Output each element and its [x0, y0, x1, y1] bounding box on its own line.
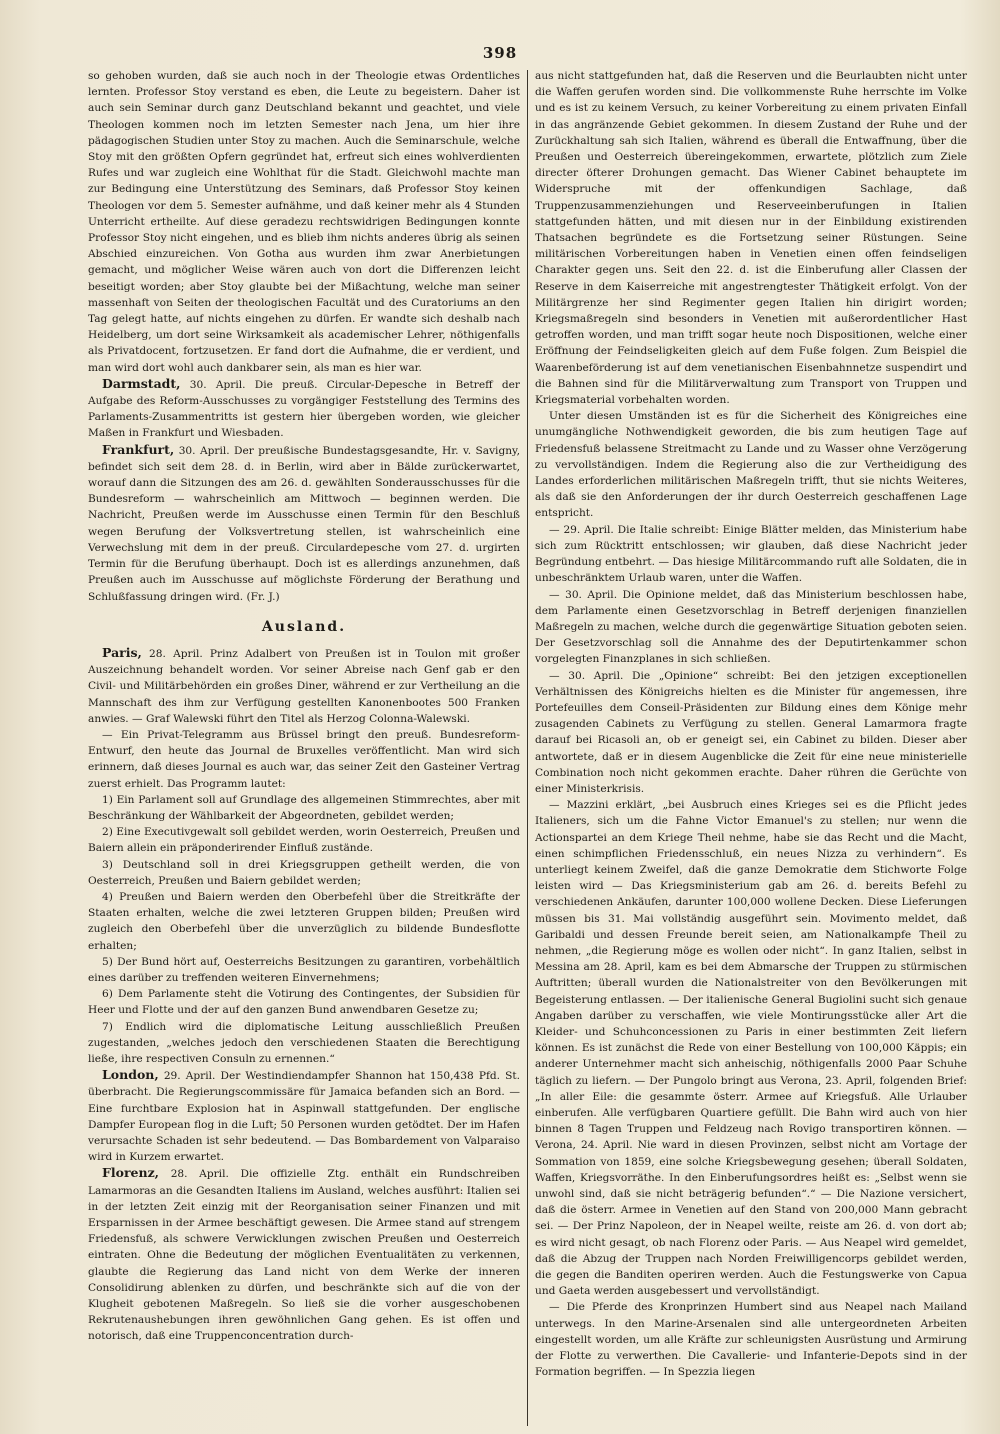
page-number: 398	[482, 44, 518, 62]
program-item: 4) Preußen und Baiern werden den Oberbefehl über die Streitkräfte der Staaten erhalten, welche die zwei letzteren Gruppen bilden; Preußen wird zugleich den Oberbefehl über die unverzüglich zu bildende Bundesflotte erhalten;	[88, 890, 520, 952]
florenz-article	[88, 1165, 520, 1344]
program-item: 1) Ein Parlament soll auf Grundlage des allgemeinen Stimmrechtes, aber mit Beschränkung der Wählbarkeit der Abgeordneten, gebildet werden;	[88, 793, 520, 822]
left-column	[88, 68, 520, 1428]
program-item: 6) Dem Parlamente steht die Votirung des Contingentes, der Subsidien für Heer und Flotte und der auf den ganzen Bund anwendbaren Gesetze zu;	[88, 988, 520, 1017]
program-item: 2) Eine Executivgewalt soll gebildet werden, worin Oesterreich, Preußen und Baiern allein ein präponderirender Einfluß zustände.	[88, 826, 520, 855]
london-text: 29. April. Der Westindiendampfer Shannon hat 150,438 Pfd. St. überbracht. Die Regierungscommissäre für Jamaica befanden sich an Bord. — Eine furchtbare Explosion hat in Aspinwall stattgefunden. Der englische Dampfer European flog in die Luft; 50 Personen wurden getödtet. Der im Hafen verursachte Schaden ist sehr bedeutend. — Das Bombardement von Valparaiso wird in Kurzem erwartet.	[88, 1070, 520, 1164]
paris-dateline: Paris,	[102, 644, 142, 660]
program-item: 5) Der Bund hört auf, Oesterreichs Besitzungen zu garantiren, vorbehältlich eines darüber zu treffenden weiteren Einvernehmens;	[88, 955, 520, 984]
darmstadt-dateline: Darmstadt,	[102, 375, 181, 391]
darmstadt-article	[88, 376, 520, 442]
paris-telegram-paragraph: — Ein Privat-Telegramm aus Brüssel bringt den preuß. Bundesreform-Entwurf, den heute das Journal de Bruxelles veröffentlicht. Man wird sich erinnern, daß dieses Journal es auch war, das seiner Zeit den Gasteiner Vertrag zuerst erhielt. Das Programm lautet:	[88, 728, 520, 790]
article-paragraph: Unter diesen Umständen ist es für die Sicherheit des Königreiches eine unumgängliche Nothwendigkeit geworden, die bis zum heutigen Tage auf Friedensfuß belassene Streitmacht zu Lande und zu Wasser ohne Verzögerung zu vervollständigen. Indem die Regierung also die zur Vertheidigung des Landes erforderlichen militärischen Maßregeln trifft, thut sie nichts Weiteres, als daß sie den Anforderungen der ihr durch Oesterreich geschaffenen Lage entspricht.	[535, 410, 967, 520]
article-paragraph: — 30. April. Die „Opinione“ schreibt: Bei den jetzigen exceptionellen Verhältnissen des Königreichs hielten es die Minister für angemessen, ihre Portefeuilles dem Conseil-Präsidenten zur Bildung eines dem Könige mehr zusagenden Cabinets zu Verfügung zu stellen. General Lamarmora fragte darauf bei Ricasoli an, ob er geneigt sei, ein Cabinet zu bilden. Dieser aber antwortete, daß er in diesem Augenblicke die Zeit für eine neue ministerielle Combination noch nicht gekommen erachte. Daher rühren die Gerüchte von einer Ministerkrisis.	[535, 669, 967, 795]
london-dateline: London,	[102, 1067, 159, 1083]
london-article	[88, 1067, 520, 1165]
stoy-article-paragraph: so gehoben wurden, daß sie auch noch in der Theologie etwas Ordentliches lernten. Professor Stoy verstand es eben, die Leute zu begeistern. Daher ist auch sein Seminar durch ganz Deutschland bekannt und geachtet, und viele Theologen kommen noch im letzten Semester nach Jena, um hier ihre pädagogischen Studien unter Stoy zu machen. Auch die Seminarschule, welche Stoy mit den größten Opfern gegründet hat, erfreut sich eines wohlverdienten Rufes und war zugleich eine Wohlthat für die Stadt. Gleichwohl machte man zur Bedingung eine Unterstützung des Seminars, daß Professor Stoy keinen Theologen vor dem 5. Semester aufnähme, und daß keiner mehr als 4 Stunden Unterricht ertheilte. Auf diese geradezu rechtswidrigen Bedingungen konnte Professor Stoy nicht eingehen, und es blieb ihm nichts anderes übrig als seinen Abschied einzureichen. Von Gotha aus wurden ihm zwar Anerbietungen gemacht, und möglicher Weise wären auch von dort die Differenzen leicht beseitigt worden; aber Stoy glaubte bei der Mißachtung, welche man seiner massenhaft von Seiten der theologischen Facultät und des Curatoriums an den Tag gelegt hatte, auf nichts eingehen zu dürfen. Er wandte sich deshalb nach Heidelberg, um dort seine Wirksamkeit als academischer Lehrer, nöthigenfalls als Privatdocent, fortzusetzen. Er fand dort die Aufnahme, die er verdient, und man wird dort wohl auch dankbarer sein, als man es hier war.	[88, 70, 520, 374]
right-column	[535, 68, 967, 1428]
darmstadt-text: 30. April. Die preuß. Circular-Depesche in Betreff der Aufgabe des Reform-Ausschusses zu vorgängiger Feststellung des Termins des Parlaments-Zusammentritts ist gestern hier übergeben worden, wie gleicher Maßen in Frankfurt und Wiesbaden.	[88, 378, 520, 440]
paris-article	[88, 645, 520, 727]
program-item: 7) Endlich wird die diplomatische Leitung ausschließlich Preußen zugestanden, „welches jedoch den verschiedenen Staaten die Berechtigung ließe, ihre respectiven Consuln zu ernennen.“	[88, 1020, 520, 1065]
article-paragraph: — Mazzini erklärt, „bei Ausbruch eines Krieges sei es die Pflicht jedes Italieners, sich um die Fahne Victor Emanuel's zu stellen; nur wenn die Actionspartei an dem Kriege Theil nehme, habe sie das Recht und die Macht, einen schimpflichen Friedensschluß, ein neues Nizza zu verhindern“. Es unterliegt keinem Zweifel, daß die ganze Demokratie dem Stichworte Folge leisten wird — Das Kriegsministerium gab am 26. d. bereits Befehl zu verschiedenen Ankäufen, darunter 100,000 wollene Decken. Diese Lieferungen müssen bis 31. Mai vollständig ausgeführt sein. Movimento meldet, daß Garibaldi und dessen Freunde bereit seien, am Nationalkampfe Theil zu nehmen, „die Regierung möge es wollen oder nicht“. In ganz Italien, selbst in Messina am 28. April, kam es bei dem Abmarsche der Truppen zu stürmischen Auftritten; überall wurden die Nationalstreiter von den Bevölkerungen mit Begeisterung entlassen. — Der italienische General Bugiolini sucht sich genaue Angaben darüber zu verschaffen, wie viele Montirungsstücke aller Art die Kleider- und Schuhconcessionen zu Paris in einer bestimmten Zeit liefern können. Es ist zunächst die Rede von einer Bestellung von 100,000 Käppis; ein anderer Unternehmer macht sich anheischig, nöthigenfalls 2000 Paar Schuhe täglich zu liefern. — Der Pungolo bringt aus Verona, 23. April, folgenden Brief: „In aller Eile: die gesammte österr. Armee auf Kriegsfuß. Alle Urlauber einberufen. Alle verfügbaren Quartiere gefüllt. Die Bahn wird auch von hier binnen 8 Tagen Truppen und Feldzeug nach Rovigo transportiren können. — Verona, 24. April. Nie ward in diesen Provinzen, selbst nicht am Vortage der Sommation von 1859, eine solche Kriegsbewegung gesehen; überall Soldaten, Waffen, Kriegsvorräthe. In den Einberufungsordres heißt es: „Selbst wenn sie unwohl sind, daß sie nicht beträgerig befunden“.“ — Die Nazione versichert, daß die österr. Armee in Venetien auf den Stand von 200,000 Mann gebracht sei. — Der Prinz Napoleon, der in Neapel weilte, reiste am 26. d. von dort ab; es wird nicht gesagt, ob nach Florenz oder Paris. — Aus Neapel wird gemeldet, daß die Abzug der Truppen nach Norden Freiwilligencorps gebildet werden, die gegen die Banditen operiren werden. Auch die Festungswerke von Capua und Gaeta werden ausgebessert und vervollständigt.	[535, 799, 967, 1298]
frankfurt-dateline: Frankfurt,	[102, 441, 175, 457]
florenz-dateline: Florenz,	[102, 1165, 160, 1181]
florenz-continuation-paragraph: aus nicht stattgefunden hat, daß die Reserven und die Beurlaubten nicht unter die Waffen gerufen worden sind. Die vollkommenste Ruhe herrschte im Volke und es ist zu keinem Versuch, zu keiner Vorbereitung zu einem privaten Einfall in das angränzende Gebiet gekommen. In diesem Zustand der Ruhe und der Zurückhaltung sah sich Italien, während es überall die Entwaffnung, über die Preußen und Oesterreich übereingekommen, erwartete, plötzlich zum Ziele directer öfterer Drohungen gemacht. Das Wiener Cabinet behauptete im Widerspruche mit der offenkundigen Sachlage, daß Truppenzusammenziehungen und Reserveeinberufungen in Italien stattgefunden hätten, und mit diesen nur in der Einbildung existirenden Thatsachen begründete es die Fortsetzung seiner Rüstungen. Seine militärischen Vorbereitungen haben in Venetien einen offen feindseligen Charakter gegen uns. Seit den 22. d. ist die Einberufung aller Classen der Reserve in dem Kaiserreiche mit angestrengtester Thätigkeit erfolgt. Von der Militärgrenze her sind Regimenter gegen Italien hin dirigirt worden; Kriegsmaßregeln sind besonders in Venetien mit außerordentlicher Hast getroffen worden, und man trifft sogar heute noch Dispositionen, welche einer Eröffnung der Feindseligkeiten gleich auf dem Fuße folgen. Zum Beispiel die Waarenbeförderung ist auf dem venetianischen Eisenbahnnetze suspendirt und die Bahnen sind für die Militärverwaltung zum Transport von Truppen und Kriegsmaterial vorbehalten worden.	[535, 70, 967, 407]
paris-text: 28. April. Prinz Adalbert von Preußen ist in Toulon mit großer Auszeichnung behandelt worden. Vor seiner Abreise nach Genf gab er den Civil- und Militärbehörden ein großes Diner, während er zur Vertheilung an die Mannschaft des ihm zur Verfügung gestellten Kanonenbootes 500 Franken anwies. — Graf Walewski führt den Titel als Herzog Colonna-Walewski.	[88, 647, 520, 725]
section-heading-ausland: Ausland.	[261, 618, 347, 635]
column-divider	[527, 70, 528, 1426]
article-paragraph: — 29. April. Die Italie schreibt: Einige Blätter melden, das Ministerium habe sich zum Rücktritt entschlossen; wir glauben, daß diese Nachricht jeder Begründung entbehrt. — Das hiesige Militärcommando ruft alle Soldaten, die in unbeschränktem Urlaub waren, unter die Waffen.	[535, 523, 967, 585]
frankfurt-text: 30. April. Der preußische Bundestagsgesandte, Hr. v. Savigny, befindet sich seit dem 28. d. in Berlin, wird aber in Bälde zurückerwartet, worauf dann die Sitzungen des am 26. d. gewählten Sonderausschusses für die Bundesreform — wahrscheinlich am Mittwoch — beginnen werden. Die Nachricht, Preußen werde im Ausschusse einen Termin für den Beschluß wegen Berufung der Volksvertretung stellen, ist wahrscheinlich eine Verwechslung mit dem in der preuß. Circulardepesche vom 27. d. urgirten Termin für die Berufung überhaupt. Doch ist es allerdings anzunehmen, daß Preußen auch im Ausschusse auf möglichste Förderung der Berathung und Schlußfassung dringen wird. (Fr. J.)	[88, 444, 520, 603]
florenz-text: 28. April. Die offizielle Ztg. enthält ein Rundschreiben Lamarmoras an die Gesandten Italiens im Ausland, welches ausführt: Italien sei in der letzten Zeit einzig mit der Reorganisation seiner Finanzen und mit Ersparnissen in der Armee beschäftigt gewesen. Die Armee stand auf strengem Friedensfuß, als schwere Verwicklungen zwischen Preußen und Oesterreich eintraten. Ohne die Bedeutung der möglichen Eventualitäten zu verkennen, glaubte die Regierung das Land nicht von dem Werke der inneren Consolidirung ablenken zu dürfen, und beschränkte sich auf die von der Klugheit gebotenen Maßregeln. So ließ sie die vorher ausgeschobenen Rekrutenaushebungen ihren gewöhnlichen Gang gehen. Es ist offen und notorisch, daß eine Truppenconcentration durch-	[88, 1168, 520, 1343]
article-paragraph: — 30. April. Die Opinione meldet, daß das Ministerium beschlossen habe, dem Parlamente einen Gesetzvorschlag in Betreff derjenigen finanziellen Maßregeln zu machen, welche durch die gegenwärtige Situation geboten seien. Der Gesetzvorschlag soll die Annahme des der Deputirtenkammer schon vorgelegten Finanzplanes in sich schließen.	[535, 588, 967, 666]
article-paragraph: — Die Pferde des Kronprinzen Humbert sind aus Neapel nach Mailand unterwegs. In den Marine-Arsenalen sind alle untergeordneten Arbeiten eingestellt worden, um alle Kräfte zur schleunigsten Ausrüstung und Armirung der Flotte zu verwerthen. Die Cavallerie- und Infanterie-Depots sind in der Formation begriffen. — In Spezzia liegen	[535, 1301, 967, 1379]
frankfurt-article	[88, 442, 520, 605]
program-item: 3) Deutschland soll in drei Kriegsgruppen getheilt werden, die von Oesterreich, Preußen und Baiern gebildet werden;	[88, 858, 520, 887]
